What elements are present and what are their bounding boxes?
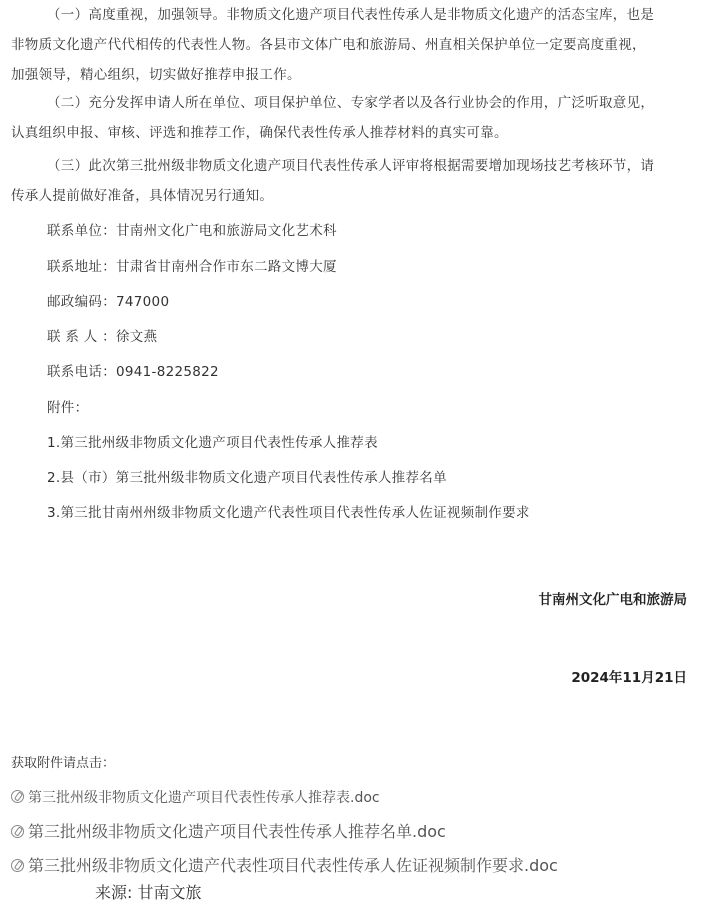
attachment-item-3: 3.第三批甘南州州级非物质文化遗产代表性项目代表性传承人佐证视频制作要求 <box>47 505 530 521</box>
attachment-icon <box>11 859 24 872</box>
paragraph-1-line-2: 非物质文化遗产代代相传的代表性人物。各县市文体广电和旅游局、州直相关保护单位一定要高度重视， <box>11 37 646 53</box>
download-link-3-label: 第三批州级非物质文化遗产代表性项目代表性传承人佐证视频制作要求.doc <box>28 856 558 875</box>
download-link-2[interactable] <box>11 819 446 842</box>
signature-org: 甘南州文化广电和旅游局 <box>538 592 687 608</box>
download-link-2-label: 第三批州级非物质文化遗产项目代表性传承人推荐名单.doc <box>28 822 446 841</box>
paragraph-3 <box>11 151 691 211</box>
contact-person: 联 系 人 ：徐文燕 <box>47 329 158 345</box>
attachment-item-2: 2.县（市）第三批州级非物质文化遗产项目代表性传承人推荐名单 <box>47 470 447 486</box>
paragraph-1-line-3: 加强领导，精心组织，切实做好推荐申报工作。 <box>11 67 301 83</box>
paragraph-2 <box>11 88 691 148</box>
contact-unit: 联系单位：甘南州文化广电和旅游局文化艺术科 <box>47 223 337 239</box>
download-link-3[interactable] <box>11 853 558 876</box>
contact-address: 联系地址：甘肃省甘南州合作市东二路文博大厦 <box>47 259 337 275</box>
signature-date: 2024年11月21日 <box>571 670 687 686</box>
download-link-1[interactable] <box>11 787 380 807</box>
paragraph-3-line-2: 传承人提前做好准备，具体情况另行通知。 <box>11 188 274 204</box>
download-link-1-label: 第三批州级非物质文化遗产项目代表性传承人推荐表.doc <box>28 790 380 806</box>
contact-postcode: 邮政编码：747000 <box>47 294 170 310</box>
attachment-icon <box>11 790 24 803</box>
paragraph-2-line-1: （二）充分发挥申请人所在单位、项目保护单位、专家学者以及各行业协会的作用，广泛听取意见， <box>47 95 655 111</box>
source-label: 来源: 甘南文旅 <box>95 883 202 902</box>
paragraph-3-line-1: （三）此次第三批州级非物质文化遗产项目代表性传承人评审将根据需要增加现场技艺考核环节，请 <box>47 158 655 174</box>
paragraph-1-line-1: （一）高度重视，加强领导。非物质文化遗产项目代表性传承人是非物质文化遗产的活态宝库，也是 <box>47 7 655 23</box>
download-prompt: 获取附件请点击： <box>11 756 116 771</box>
paragraph-1 <box>11 0 691 90</box>
paragraph-2-line-2: 认真组织申报、审核、评选和推荐工作，确保代表性传承人推荐材料的真实可靠。 <box>11 125 508 141</box>
attachment-icon <box>11 825 24 838</box>
contact-phone: 联系电话：0941-8225822 <box>47 364 219 380</box>
attachments-heading: 附件： <box>47 400 89 416</box>
attachment-item-1: 1.第三批州级非物质文化遗产项目代表性传承人推荐表 <box>47 435 378 451</box>
